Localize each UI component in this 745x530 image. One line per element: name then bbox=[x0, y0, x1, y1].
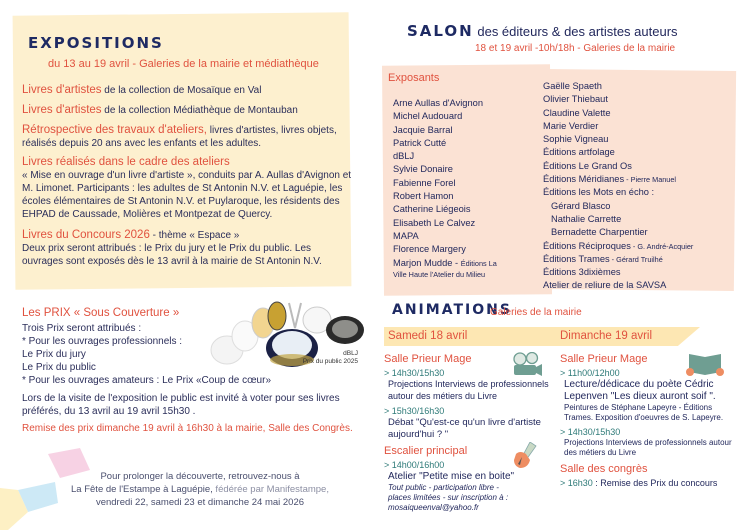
expo-item-text: livres d'artistes, livres objets, réalisés depuis 20 ans avec les enfants et les adultes. bbox=[22, 125, 337, 149]
prix-line: Trois Prix seront attribués : bbox=[22, 323, 142, 334]
photo-caption bbox=[300, 350, 358, 366]
exhibitor: Éditions artfolage bbox=[543, 147, 615, 158]
event-description: Projections Interviews de professionnels autour des métiers du Livre bbox=[564, 438, 732, 457]
exhibitor: Jacquie Barral bbox=[393, 124, 453, 135]
exhibitors-list-left bbox=[393, 97, 497, 279]
expo-item-text: de la collection Médiathèque de Montauban bbox=[101, 105, 298, 116]
exhibitor-name: Éditions Trames bbox=[543, 253, 610, 264]
exhibitor: Sylvie Donaire bbox=[393, 164, 453, 175]
exposants-label: Exposants bbox=[388, 72, 440, 84]
exhibitor-member: Bernadette Charpentier bbox=[551, 227, 648, 238]
exhibitor-member: Nathalie Carrette bbox=[551, 213, 622, 224]
exhibitor: Olivier Thiebaut bbox=[543, 94, 608, 105]
expo-item-highlight: Rétrospective des travaux d'ateliers, bbox=[22, 124, 208, 136]
exhibitor: Marie Verdier bbox=[543, 120, 599, 131]
exhibitor bbox=[543, 173, 693, 186]
prix-line: Le Prix du jury bbox=[22, 349, 86, 360]
prix-remise: Remise des prix dimanche 19 avril à 16h30 à la mairie, Salle des Congrès. bbox=[22, 423, 353, 434]
room-label: Salle des congrès bbox=[560, 463, 648, 475]
exhibitor-contact: - G. André-Acquier bbox=[630, 241, 694, 251]
exhibitor-publisher: Éditions La bbox=[460, 258, 497, 268]
time-slot: > 16h30 bbox=[560, 478, 593, 488]
salon-title-big: SALON bbox=[407, 22, 474, 40]
hand-writing-icon bbox=[512, 442, 538, 470]
expo-item bbox=[22, 84, 352, 97]
exhibitor: Atelier de reliure de la SAVSA bbox=[543, 280, 667, 291]
expo-item-text: « Mise en ouvrage d'un livre d'artiste », conduits par A. Aullas d'Avignon et M. Limonet. Participants : les adultes de St Antonin N.V. et Laguépie, les écoles élémentaires de St Antonin N.V. et Puylaroque, les résidents des EHPAD de Caussade, Molières et Montpezat de Quercy. bbox=[22, 170, 352, 220]
expo-item-text: de la collection de Mosaïque en Val bbox=[101, 85, 262, 96]
time-slot: > 14h30/15h30 bbox=[560, 427, 621, 437]
photo-caption-author: dBLJ bbox=[343, 350, 358, 357]
exhibitor-name: Éditions Méridianes bbox=[543, 174, 625, 185]
salon-title bbox=[407, 22, 678, 40]
expo-item-highlight: Livres d'artistes bbox=[22, 84, 102, 96]
exhibitor: Gaëlle Spaeth bbox=[543, 81, 602, 91]
prix-title: Les PRIX « Sous Couverture » bbox=[22, 307, 180, 319]
prix-vote: Lors de la visite de l'exposition le public est invité à voter pour ses livres préférés, du 13 avril au 19 avril 15h30 . bbox=[22, 393, 340, 417]
event-description: Débat "Qu'est-ce qu'un livre d'artiste aujourd'hui ? " bbox=[388, 417, 541, 440]
exhibitor-name: Éditions Réciproques bbox=[543, 240, 631, 251]
exhibitor-member: Gérard Blasco bbox=[551, 200, 611, 211]
animations-title: ANIMATIONS bbox=[392, 302, 512, 318]
event-note: Tout public - participation libre - places limitées - sur inscription à : mosaiqueenval@yahoo.fr bbox=[388, 483, 509, 512]
event-note: Peintures de Stéphane Lapeyre - Éditions Trames. Exposition d'oeuvres de S. Lapeyre. bbox=[564, 403, 724, 422]
day-sunday-label: Dimanche 19 avril bbox=[560, 330, 653, 342]
expo-item bbox=[22, 124, 347, 150]
event-title: Atelier "Petite mise en boite" bbox=[388, 471, 515, 482]
event-title: Lecture/dédicace du poète Cédric Lepenven "Les dieux auront soif ". bbox=[564, 379, 716, 402]
exhibitor bbox=[393, 257, 497, 270]
time-slot: > 14h00/16h00 bbox=[384, 460, 445, 470]
expo-item-highlight: Livres d'artistes bbox=[22, 104, 102, 116]
day-saturday-label: Samedi 18 avril bbox=[388, 330, 468, 342]
event-line bbox=[560, 477, 740, 490]
exhibitor-name: Marjon Mudde - bbox=[393, 257, 461, 268]
exhibitor bbox=[543, 240, 693, 253]
expo-item bbox=[22, 229, 344, 268]
expositions-subtitle: du 13 au 19 avril - Galeries de la mairie et médiathèque bbox=[48, 58, 319, 70]
salon-title-rest: des éditeurs & des artistes auteurs bbox=[473, 24, 678, 39]
exhibitor: Sophie Vigneau bbox=[543, 134, 609, 145]
salon-subtitle: 18 et 19 avril -10h/18h - Galeries de la mairie bbox=[475, 43, 676, 54]
footer-note bbox=[40, 470, 360, 509]
event-description: Projections Interviews de professionnels autour des métiers du Livre bbox=[388, 379, 549, 401]
prix-line: * Pour les ouvrages professionnels : bbox=[22, 336, 183, 347]
exhibitor: Elisabeth Le Calvez bbox=[393, 217, 476, 228]
exhibitor: Florence Margery bbox=[393, 244, 466, 255]
expo-item-text: Deux prix seront attribués : le Prix du jury et le Prix du public. Les ouvrages sont exposés dès le 13 avril à la mairie de St Antonin N.V. bbox=[22, 243, 322, 267]
exhibitor: Éditions les Mots en écho : bbox=[543, 187, 655, 198]
exhibitor-contact: - Gérard Truilhé bbox=[609, 254, 663, 264]
event-description: : Remise des Prix du concours bbox=[592, 478, 718, 488]
time-slot: > 14h30/15h30 bbox=[384, 368, 445, 378]
exhibitors-list-right bbox=[543, 80, 693, 293]
expo-item-highlight: Livres du Concours 2026 bbox=[22, 229, 150, 241]
footer-line-1: Pour prolonger la découverte, retrouvez-nous à bbox=[100, 471, 300, 482]
room-label: Salle Prieur Mage bbox=[384, 353, 472, 365]
film-projector-icon bbox=[510, 352, 542, 378]
exhibitor: dBLJ bbox=[393, 151, 415, 162]
exhibitor: Michel Audouard bbox=[393, 111, 463, 122]
exhibitor: Patrick Cutté bbox=[393, 137, 447, 148]
exhibitor bbox=[543, 253, 693, 266]
footer-federation: fédérée par Manifestampe, bbox=[212, 484, 329, 495]
expo-item-suffix: - thème « Espace » bbox=[149, 230, 240, 241]
prix-line: Le Prix du public bbox=[22, 362, 96, 373]
exhibitor: Catherine Liégeois bbox=[393, 204, 471, 215]
exhibitor: MAPA bbox=[393, 230, 419, 241]
expo-item-highlight: Livres réalisés dans le cadre des ateliers bbox=[22, 156, 230, 168]
exhibitor: Éditions 3dixièmes bbox=[543, 267, 621, 278]
exhibitor-contact: - Pierre Manuel bbox=[624, 175, 677, 185]
time-slot: > 15h30/16h30 bbox=[384, 406, 445, 416]
exhibitor: Fabienne Forel bbox=[393, 177, 456, 188]
exhibitor: Éditions Le Grand Os bbox=[543, 160, 632, 171]
exhibitor: Claudine Valette bbox=[543, 107, 611, 118]
time-slot: > 11h00/12h00 bbox=[560, 368, 620, 378]
exhibitor: Arne Aullas d'Avignon bbox=[393, 98, 483, 108]
expo-item bbox=[22, 104, 352, 117]
expositions-title: EXPOSITIONS bbox=[28, 34, 164, 52]
room-label: Escalier principal bbox=[384, 445, 468, 457]
expo-item bbox=[22, 156, 352, 221]
footer-event: La Fête de l'Estampe à Laguépie, bbox=[71, 484, 213, 495]
animations-subtitle: Galeries de la mairie bbox=[490, 307, 582, 318]
exhibitor-publisher-cont: Ville Haute l'Atelier du Milieu bbox=[393, 269, 486, 279]
room-label: Salle Prieur Mage bbox=[560, 353, 648, 365]
sunday-schedule bbox=[560, 348, 740, 490]
prix-line: * Pour les ouvrages amateurs : Le Prix «Coup de cœur» bbox=[22, 375, 272, 386]
footer-dates: vendredi 22, samedi 23 et dimanche 24 mai 2026 bbox=[95, 497, 305, 508]
exhibitor: Robert Hamon bbox=[393, 191, 454, 202]
photo-caption-award: Prix du public 2025 bbox=[302, 358, 358, 365]
